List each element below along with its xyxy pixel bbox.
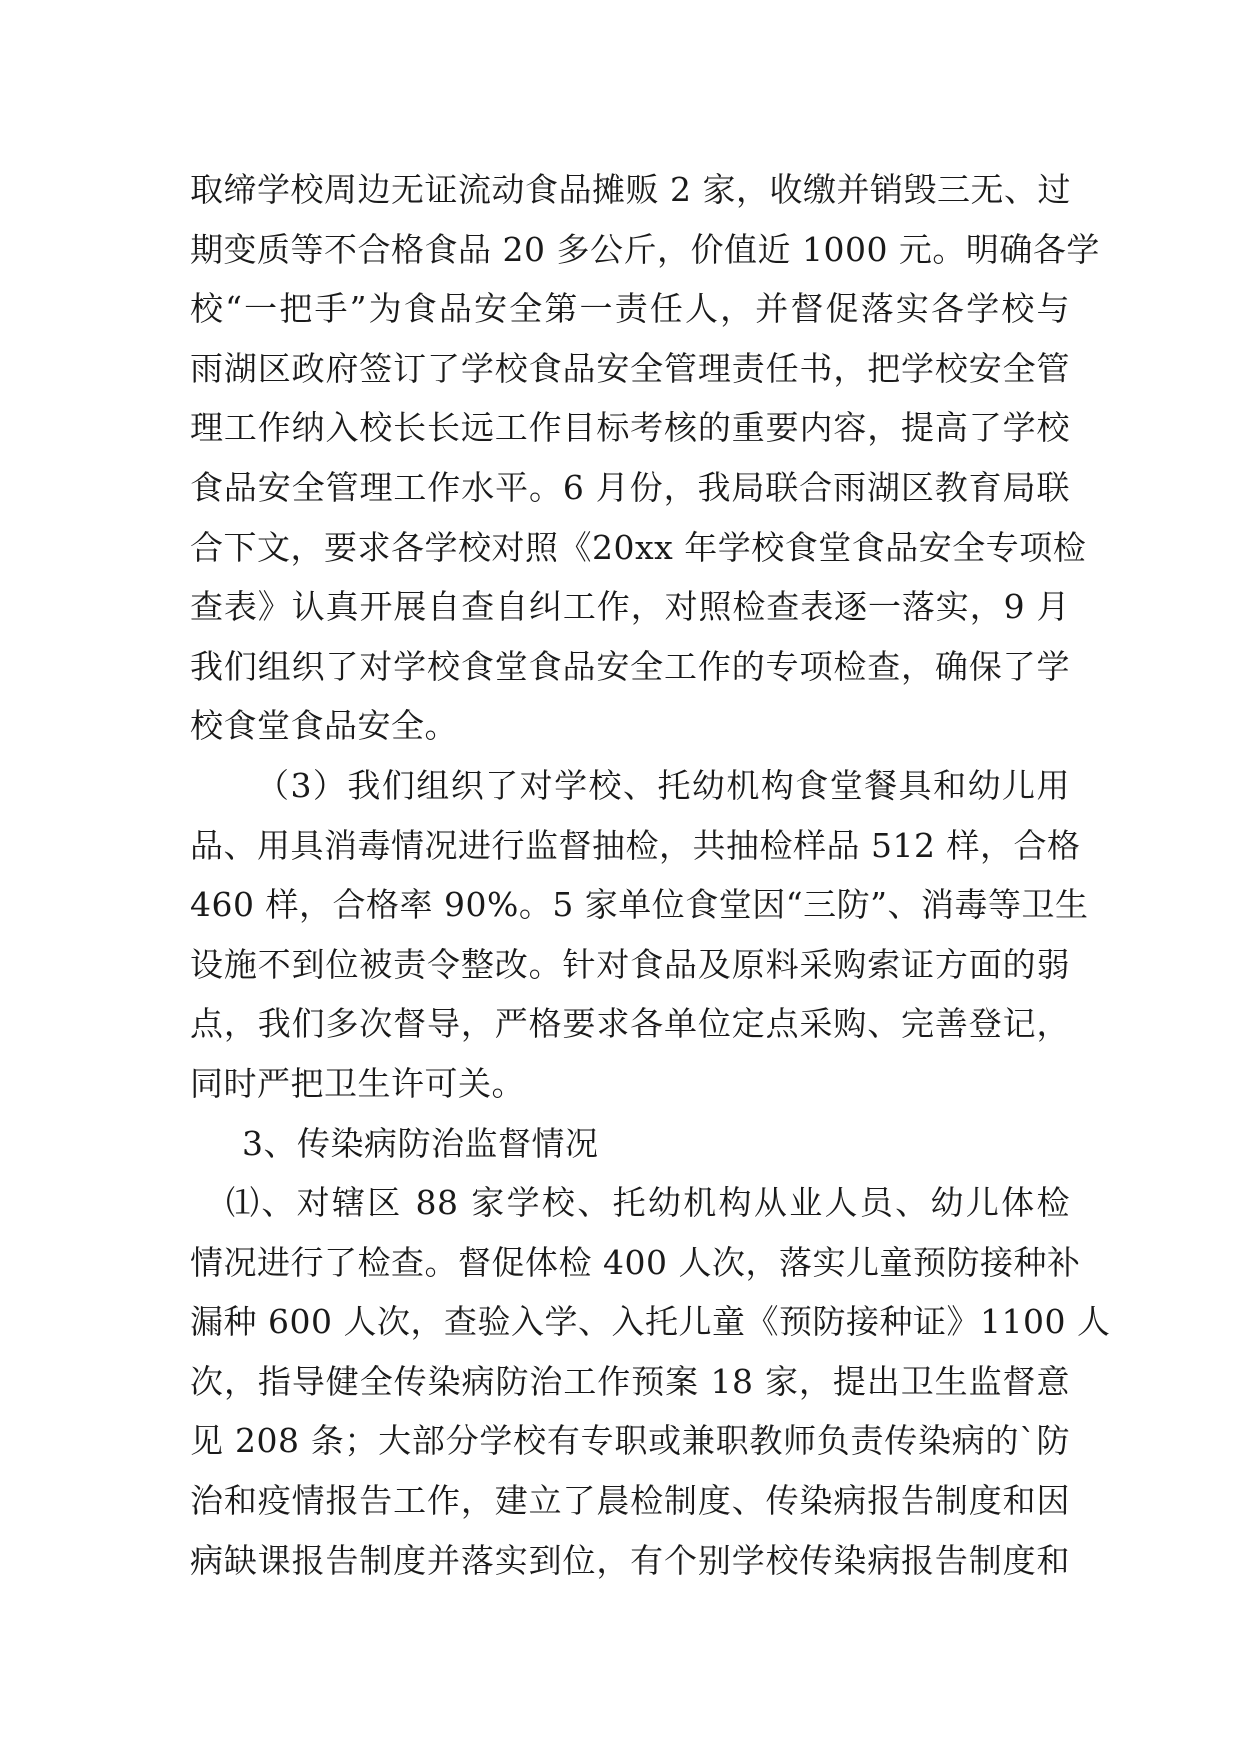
text-line: 同时严把卫生许可关。 — [190, 1063, 525, 1103]
text-line: 漏种 600 人次，查验入学、入托儿童《预防接种证》1100 人 — [190, 1302, 1111, 1342]
text-line: 食品安全管理工作水平。6 月份，我局联合雨湖区教育局联 — [190, 467, 1070, 507]
text-line: 期变质等不合格食品 20 多公斤，价值近 1000 元。明确各学 — [190, 229, 1100, 269]
text-line: 品、用具消毒情况进行监督抽检，共抽检样品 512 样，合格 — [190, 825, 1081, 865]
text-line: ⑴、对辖区 88 家学校、托幼机构从业人员、幼儿体检 — [226, 1183, 1070, 1223]
paragraph-food-safety-management — [190, 160, 1100, 756]
text-line: 点，我们多次督导，严格要求各单位定点采购、完善登记， — [190, 1004, 1070, 1044]
text-line: 取缔学校周边无证流动食品摊贩 2 家，收缴并销毁三无、过 — [190, 170, 1071, 209]
text-line: 情况进行了检查。督促体检 400 人次，落实儿童预防接种补 — [190, 1242, 1081, 1282]
document-body — [190, 160, 1111, 1590]
text-line: 次，指导健全传染病防治工作预案 18 家，提出卫生监督意 — [190, 1361, 1070, 1401]
text-line: 病缺课报告制度并落实到位，有个别学校传染病报告制度和 — [190, 1540, 1070, 1580]
paragraph-disease-prevention — [190, 1173, 1111, 1590]
paragraph-tableware-inspection — [190, 756, 1089, 1114]
text-line: 校食堂食品安全。 — [190, 706, 458, 746]
text-line: 设施不到位被责令整改。针对食品及原料采购索证方面的弱 — [190, 944, 1070, 984]
text-line: 460 样，合格率 90%。5 家单位食堂因“三防”、消毒等卫生 — [190, 885, 1089, 925]
text-line: 治和疫情报告工作，建立了晨检制度、传染病报告制度和因 — [190, 1481, 1070, 1521]
text-line: 我们组织了对学校食堂食品安全工作的专项检查，确保了学 — [190, 646, 1070, 686]
text-line: 查表》认真开展自查自纠工作，对照检查表逐一落实，9 月 — [190, 587, 1070, 627]
text-line: 校“一把手”为食品安全第一责任人，并督促落实各学校与 — [190, 289, 1070, 329]
text-line: 合下文，要求各学校对照《20xx 年学校食堂食品安全专项检 — [190, 527, 1087, 567]
section-heading-text: 3、传染病防治监督情况 — [242, 1123, 599, 1163]
text-line: 雨湖区政府签订了学校食品安全管理责任书，把学校安全管 — [190, 348, 1070, 388]
text-line: （3）我们组织了对学校、托幼机构食堂餐具和幼儿用 — [256, 765, 1070, 805]
text-line: 见 208 条；大部分学校有专职或兼职教师负责传染病的`防 — [190, 1421, 1070, 1461]
text-line: 理工作纳入校长长远工作目标考核的重要内容，提高了学校 — [190, 408, 1070, 448]
section-heading — [190, 1114, 1070, 1174]
